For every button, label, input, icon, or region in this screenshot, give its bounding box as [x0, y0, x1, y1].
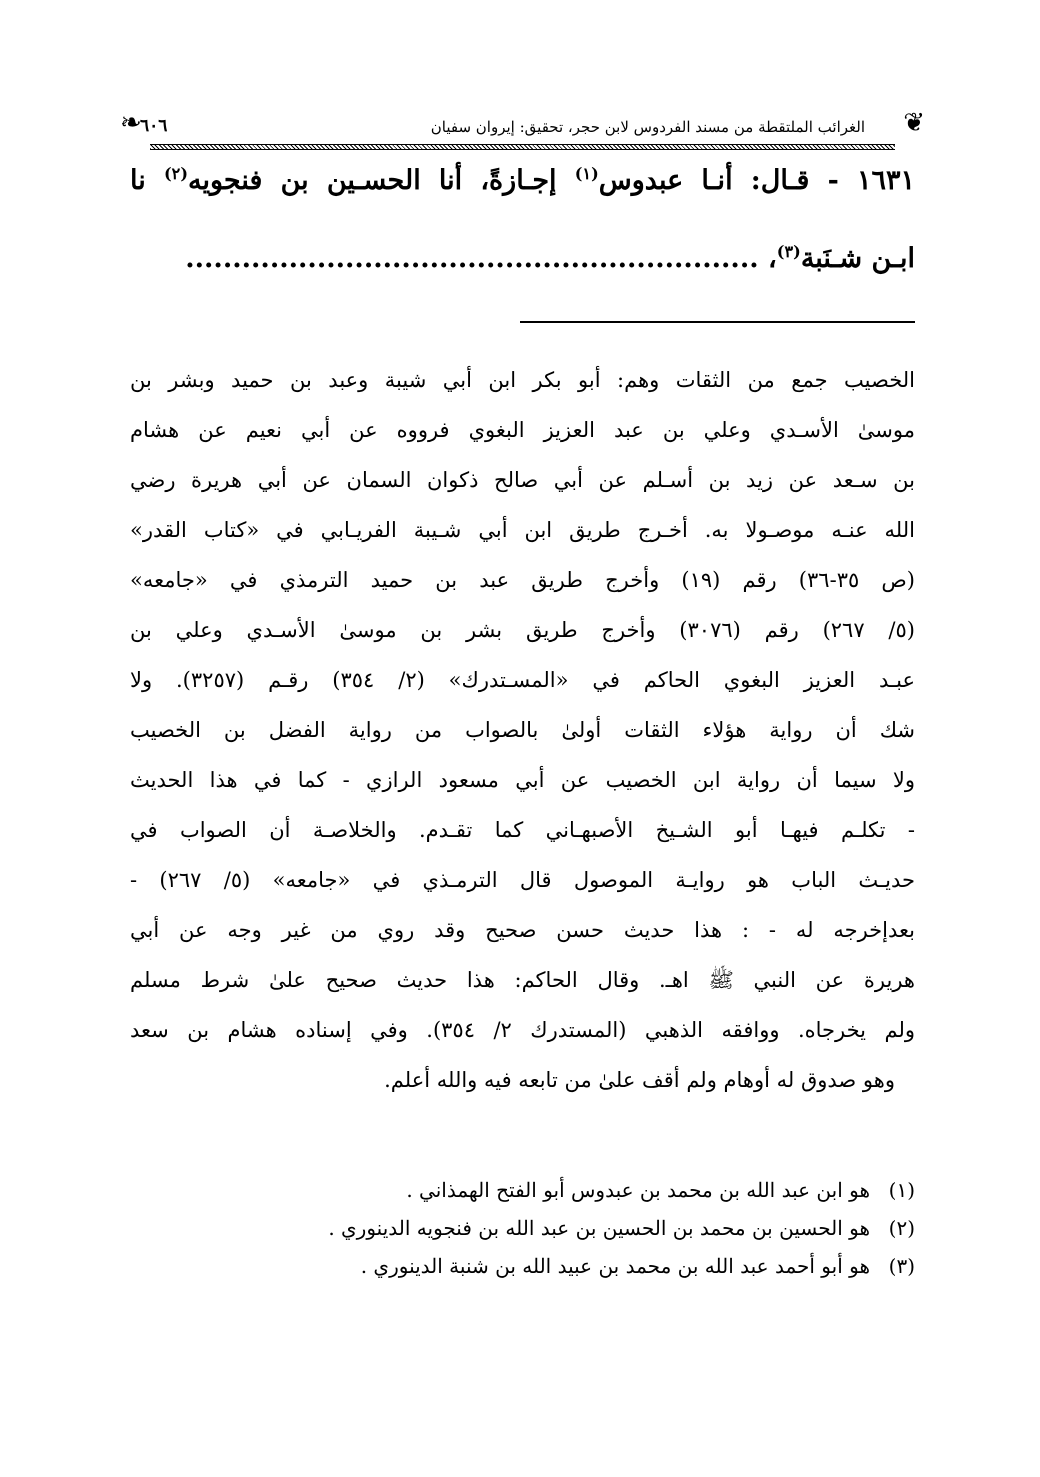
hadith-line-2: [130, 242, 915, 274]
commentary-line: هريرة عن النبي ﷺ اهـ. وقال الحاكم: هذا حديث صحيح علىٰ شرط مسلم: [130, 968, 915, 992]
commentary-line: بن سـعد عن زيد بن أسـلم عن أبي صالح ذكوان السمان عن أبي هريرة رضي: [130, 468, 915, 492]
commentary-line: - تكلـم فيهـا أبو الشـيخ الأصبهـاني كما تقـدم. والخلاصـة أن الصواب في: [130, 818, 915, 842]
commentary-line: موسىٰ الأسـدي وعلي بن عبد العزيز البغوي فرووه عن أبي نعيم عن هشام: [130, 418, 915, 442]
commentary-line: الخصيب جمع من الثقات وهم: أبو بكر ابن أبي شيبة وعبد بن حميد وبشر بن: [130, 368, 915, 392]
page-header: [120, 108, 925, 148]
commentary-line: ولا سيما أن رواية ابن الخصيب عن أبي مسعود الرازي - كما في هذا الحديث: [130, 768, 915, 792]
footnote-separator: [520, 321, 915, 323]
footnote-ref-1[interactable]: (١): [574, 164, 599, 183]
commentary-line: وهو صدوق له أوهام ولم أقف علىٰ من تابعه فيه والله أعلم.: [384, 1068, 895, 1092]
commentary: [130, 360, 915, 1110]
commentary-line: شك أن رواية هؤلاء الثقات أولىٰ بالصواب من رواية الفضل بن الخصيب: [130, 718, 915, 742]
commentary-line: الله عنـه موصـولا به. أخـرج طريق ابن أبي شـيبة الفريـابي في «كتاب القدر»: [130, 518, 915, 542]
running-title: الغرائب الملتقطة من مسند الفردوس لابن حجر، تحقيق: إيروان سفيان: [430, 118, 865, 136]
footnote-1: [130, 1178, 915, 1202]
omission-dots: .............................................................: [185, 243, 759, 274]
commentary-line: بعدإخرجه له - : هذا حديث حسن صحيح وقد روي من غير وجه عن أبي: [130, 918, 915, 942]
footnote-text: هو ابن عبد الله بن محمد بن عبدوس أبو الفتح الهمذاني .: [406, 1178, 870, 1202]
page-number: ٦٠٦: [140, 116, 168, 136]
footnote-ref-3[interactable]: (٣): [776, 242, 801, 261]
hadith-text: نا: [130, 165, 164, 196]
hadith-text: ،: [758, 243, 777, 274]
hadith-text: إجـازةً، أنا الحسـين بن فنجويه: [187, 165, 575, 196]
footnote-number: (١): [888, 1178, 915, 1202]
ornament-left-icon: ❧: [120, 108, 142, 138]
hadith-line-1: [130, 164, 915, 196]
footnote-number: (٢): [888, 1216, 915, 1240]
commentary-line: عبـد العزيز البغوي الحاكم في «المسـتدرك» (٢/ ٣٥٤) رقـم (٣٢٥٧). ولا: [130, 668, 916, 692]
footnote-ref-2[interactable]: (٢): [163, 164, 188, 183]
hadith-text: ابـن شـنَبة: [800, 243, 915, 274]
commentary-line: (ص ٣٥-٣٦) رقم (١٩) وأخرج طريق عبد بن حميد الترمذي في «جامعه»: [130, 568, 915, 592]
commentary-line: حديـث الباب هو روايـة الموصول قال الترمـذي في «جامعه» (٥/ ٢٦٧) -: [130, 868, 915, 892]
header-rule: [150, 144, 895, 150]
footnote-3: [130, 1254, 915, 1278]
footnote-number: (٣): [888, 1254, 915, 1278]
footnote-text: هو أبو أحمد عبد الله بن محمد بن عبيد الله بن شنبة الدينوري .: [360, 1254, 870, 1278]
hadith-text: ١٦٣١ - قـال: أنـا عبدوس: [598, 165, 915, 196]
footnote-text: هو الحسين بن محمد بن الحسين بن عبد الله بن فنجويه الدينوري .: [328, 1216, 870, 1240]
ornament-right-icon: ❦: [903, 108, 925, 138]
footnote-2: [130, 1216, 915, 1240]
commentary-line: (٥/ ٢٦٧) رقم (٣٠٧٦) وأخرج طريق بشر بن موسىٰ الأسـدي وعلي بن: [130, 618, 915, 642]
commentary-line: ولم يخرجاه. ووافقه الذهبي (المستدرك ٢/ ٣٥٤). وفي إسناده هشام بن سعد: [130, 1018, 915, 1042]
